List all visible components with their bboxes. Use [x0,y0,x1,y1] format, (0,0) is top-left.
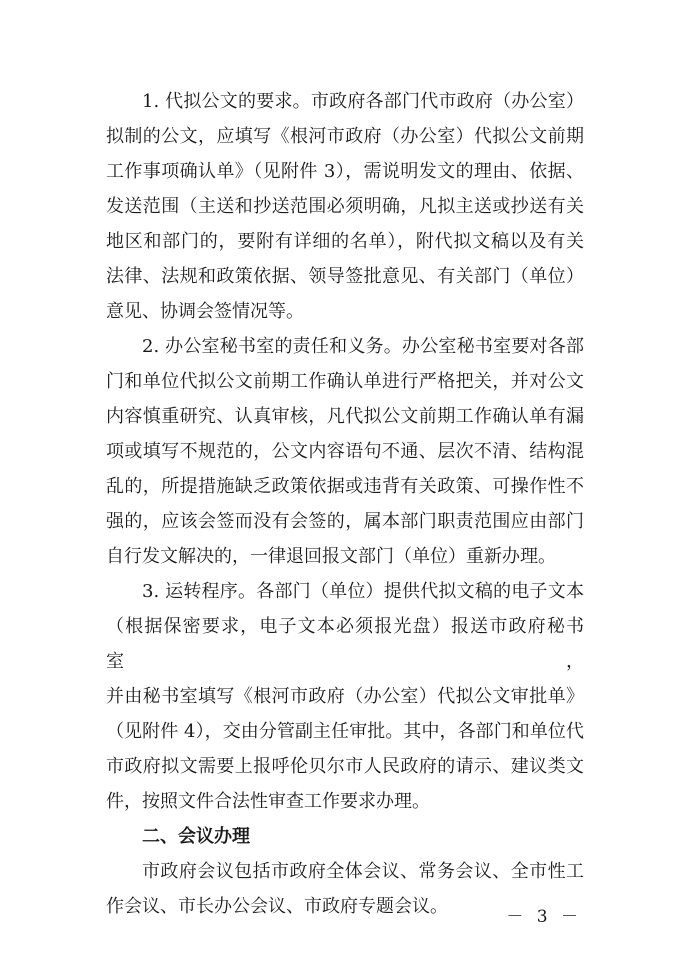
text-line: （见附件 4），交由分管副主任审批。其中，各部门和单位代 [106,721,584,742]
paragraph-2 [106,329,584,574]
paragraph-1 [106,84,584,329]
text-line: 门和单位代拟公文前期工作确认单进行严格把关，并对公文 [106,371,584,392]
text-line: 作会议、市长办公会议、市政府专题会议。 [106,896,448,917]
section-heading: 二、会议办理 [142,826,250,847]
text-line: 2. 办公室秘书室的责任和义务。办公室秘书室要对各部 [142,336,584,357]
text-line: 地区和部门的，要附有详细的名单），附代拟文稿以及有关 [106,231,584,252]
text-line: 市政府拟文需要上报呼伦贝尔市人民政府的请示、建议类文 [106,756,584,777]
text-line: 意见、协调会签情况等。 [106,301,304,322]
text-line: 法律、法规和政策依据、领导签批意见、有关部门（单位） [106,266,584,287]
document-body [106,84,584,924]
paragraph-3 [106,574,584,819]
text-line: 自行发文解决的，一律退回报文部门（单位）重新办理。 [106,546,556,567]
text-line: 项或填写不规范的，公文内容语句不通、层次不清、结构混 [106,441,584,462]
text-line: 乱的，所提措施缺乏政策依据或违背有关政策、可操作性不 [106,476,584,497]
text-line: 拟制的公文，应填写《根河市政府（办公室）代拟公文前期 [106,126,584,147]
page-number: － 3 － [506,907,582,927]
text-line: 市政府会议包括市政府全体会议、常务会议、全市性工 [142,861,584,882]
text-line: 内容慎重研究、认真审核，凡代拟公文前期工作确认单有漏 [106,406,584,427]
text-line: 工作事项确认单》（见附件 3），需说明发文的理由、依据、 [106,161,584,182]
text-line: 强的，应该会签而没有会签的，属本部门职责范围应由部门 [106,511,584,532]
text-line: 1. 代拟公文的要求。市政府各部门代市政府（办公室） [142,91,584,112]
text-line: 并由秘书室填写《根河市政府（办公室）代拟公文审批单》 [106,686,584,707]
text-line: 3. 运转程序。各部门（单位）提供代拟文稿的电子文本 [142,581,584,602]
text-line: （根据保密要求，电子文本必须报光盘）报送市政府秘书室， [106,616,584,672]
text-line: 发送范围（主送和抄送范围必须明确，凡拟主送或抄送有关 [106,196,584,217]
text-line: 件，按照文件合法性审查工作要求办理。 [106,791,430,812]
